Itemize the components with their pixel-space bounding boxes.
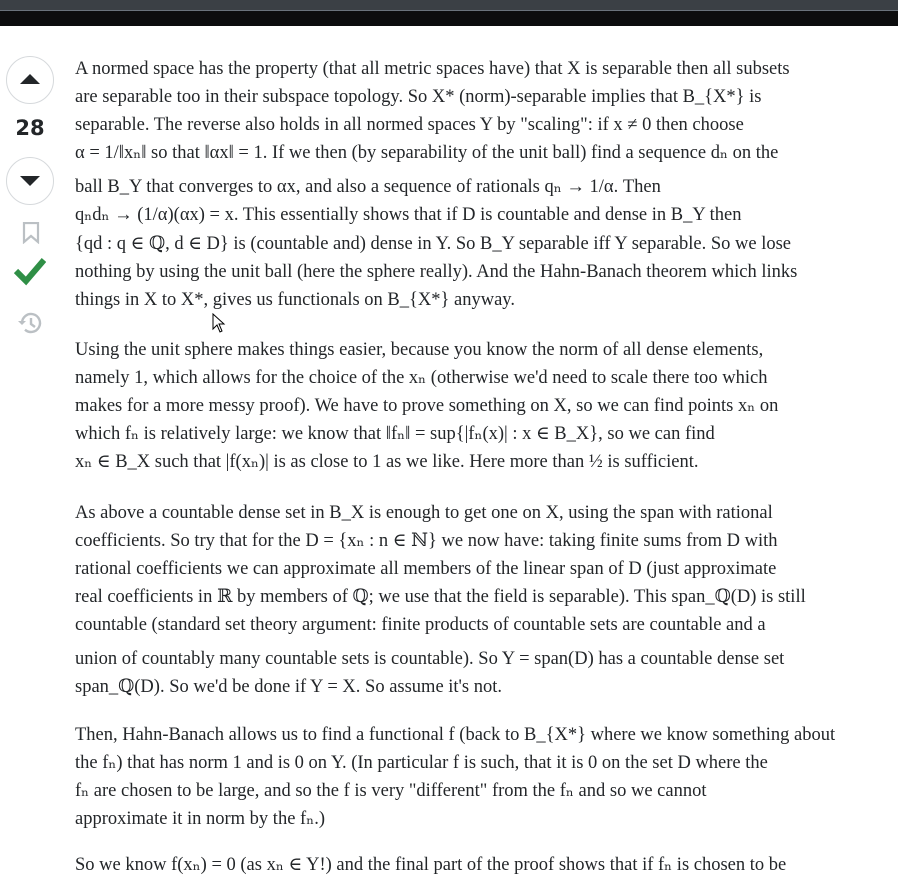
paragraph-line: As above a countable dense set in B_X is enough to get one on X, using the span with rational bbox=[75, 503, 773, 523]
accepted-checkmark-icon bbox=[14, 254, 46, 286]
paragraph-line: which fₙ is relatively large: we know that ‖fₙ‖ = sup{|fₙ(x)| : x ∈ B_X}, so we can find bbox=[75, 424, 715, 444]
header-bar bbox=[0, 11, 898, 26]
paragraph-line: namely 1, which allows for the choice of the xₙ (otherwise we'd need to scale there too which bbox=[75, 368, 768, 388]
paragraph-line: Using the unit sphere makes things easier, because you know the norm of all dense elements, bbox=[75, 340, 764, 360]
mouse-cursor-icon bbox=[212, 313, 226, 333]
paragraph-line: qₙdₙ → (1/α)(αx) = x. This essentially shows that if D is countable and dense in B_Y then bbox=[75, 205, 742, 225]
arrow-up-icon bbox=[20, 74, 40, 84]
paragraph-line: ball B_Y that converges to αx, and also a sequence of rationals qₙ → 1/α. Then bbox=[75, 177, 661, 197]
paragraph-line: are separable too in their subspace topology. So X* (norm)-separable implies that B_{X*} is bbox=[75, 87, 762, 107]
paragraph-line: span_ℚ(D). So we'd be done if Y = X. So assume it's not. bbox=[75, 677, 502, 697]
bookmark-icon[interactable] bbox=[22, 222, 40, 244]
paragraph-line: things in X to X*, gives us functionals on B_{X*} anyway. bbox=[75, 290, 515, 310]
paragraph-line: xₙ ∈ B_X such that |f(xₙ)| is as close to 1 as we like. Here more than ½ is sufficient. bbox=[75, 452, 699, 472]
paragraph-line: {qd : q ∈ ℚ, d ∈ D} is (countable and) dense in Y. So B_Y separable iff Y separable. So we lose bbox=[75, 234, 791, 254]
upvote-button[interactable] bbox=[6, 56, 54, 104]
paragraph-line: So we know f(xₙ) = 0 (as xₙ ∈ Y!) and the final part of the proof shows that if fₙ is chosen to be bbox=[75, 855, 787, 875]
paragraph-line: real coefficients in ℝ by members of ℚ; we use that the field is separable). This span_ℚ(D) is still bbox=[75, 587, 806, 607]
paragraph-line: union of countably many countable sets is countable). So Y = span(D) has a countable dense set bbox=[75, 649, 785, 669]
paragraph-line: countable (standard set theory argument: finite products of countable sets are countable and a bbox=[75, 615, 766, 635]
paragraph-line: nothing by using the unit ball (here the sphere really). And the Hahn-Banach theorem which links bbox=[75, 262, 798, 282]
top-bar bbox=[0, 0, 898, 11]
paragraph-line: α = 1/‖xₙ‖ so that ‖αx‖ = 1. If we then (by separability of the unit ball) find a sequence dₙ on the bbox=[75, 143, 779, 163]
paragraph-line: A normed space has the property (that all metric spaces have) that X is separable then all subsets bbox=[75, 59, 790, 79]
downvote-button[interactable] bbox=[6, 157, 54, 205]
paragraph-line: approximate it in norm by the fₙ.) bbox=[75, 809, 325, 829]
paragraph-line: fₙ are chosen to be large, and so the f is very "different" from the fₙ and so we cannot bbox=[75, 781, 707, 801]
vote-count: 28 bbox=[15, 116, 45, 140]
paragraph-line: the fₙ) that has norm 1 and is 0 on Y. (In particular f is such, that it is 0 on the set D where the bbox=[75, 753, 768, 773]
paragraph-line: separable. The reverse also holds in all normed spaces Y by "scaling": if x ≠ 0 then choose bbox=[75, 115, 744, 135]
paragraph-line: coefficients. So try that for the D = {xₙ : n ∈ ℕ} we now have: taking finite sums from D with bbox=[75, 531, 778, 551]
paragraph-line: Then, Hahn-Banach allows us to find a functional f (back to B_{X*} where we know something about bbox=[75, 725, 836, 745]
arrow-down-icon bbox=[20, 176, 40, 186]
history-icon[interactable] bbox=[17, 311, 43, 335]
paragraph-line: makes for a more messy proof). We have to prove something on X, so we can find points xₙ on bbox=[75, 396, 779, 416]
paragraph-line: rational coefficients we can approximate all members of the linear span of D (just approximate bbox=[75, 559, 777, 579]
